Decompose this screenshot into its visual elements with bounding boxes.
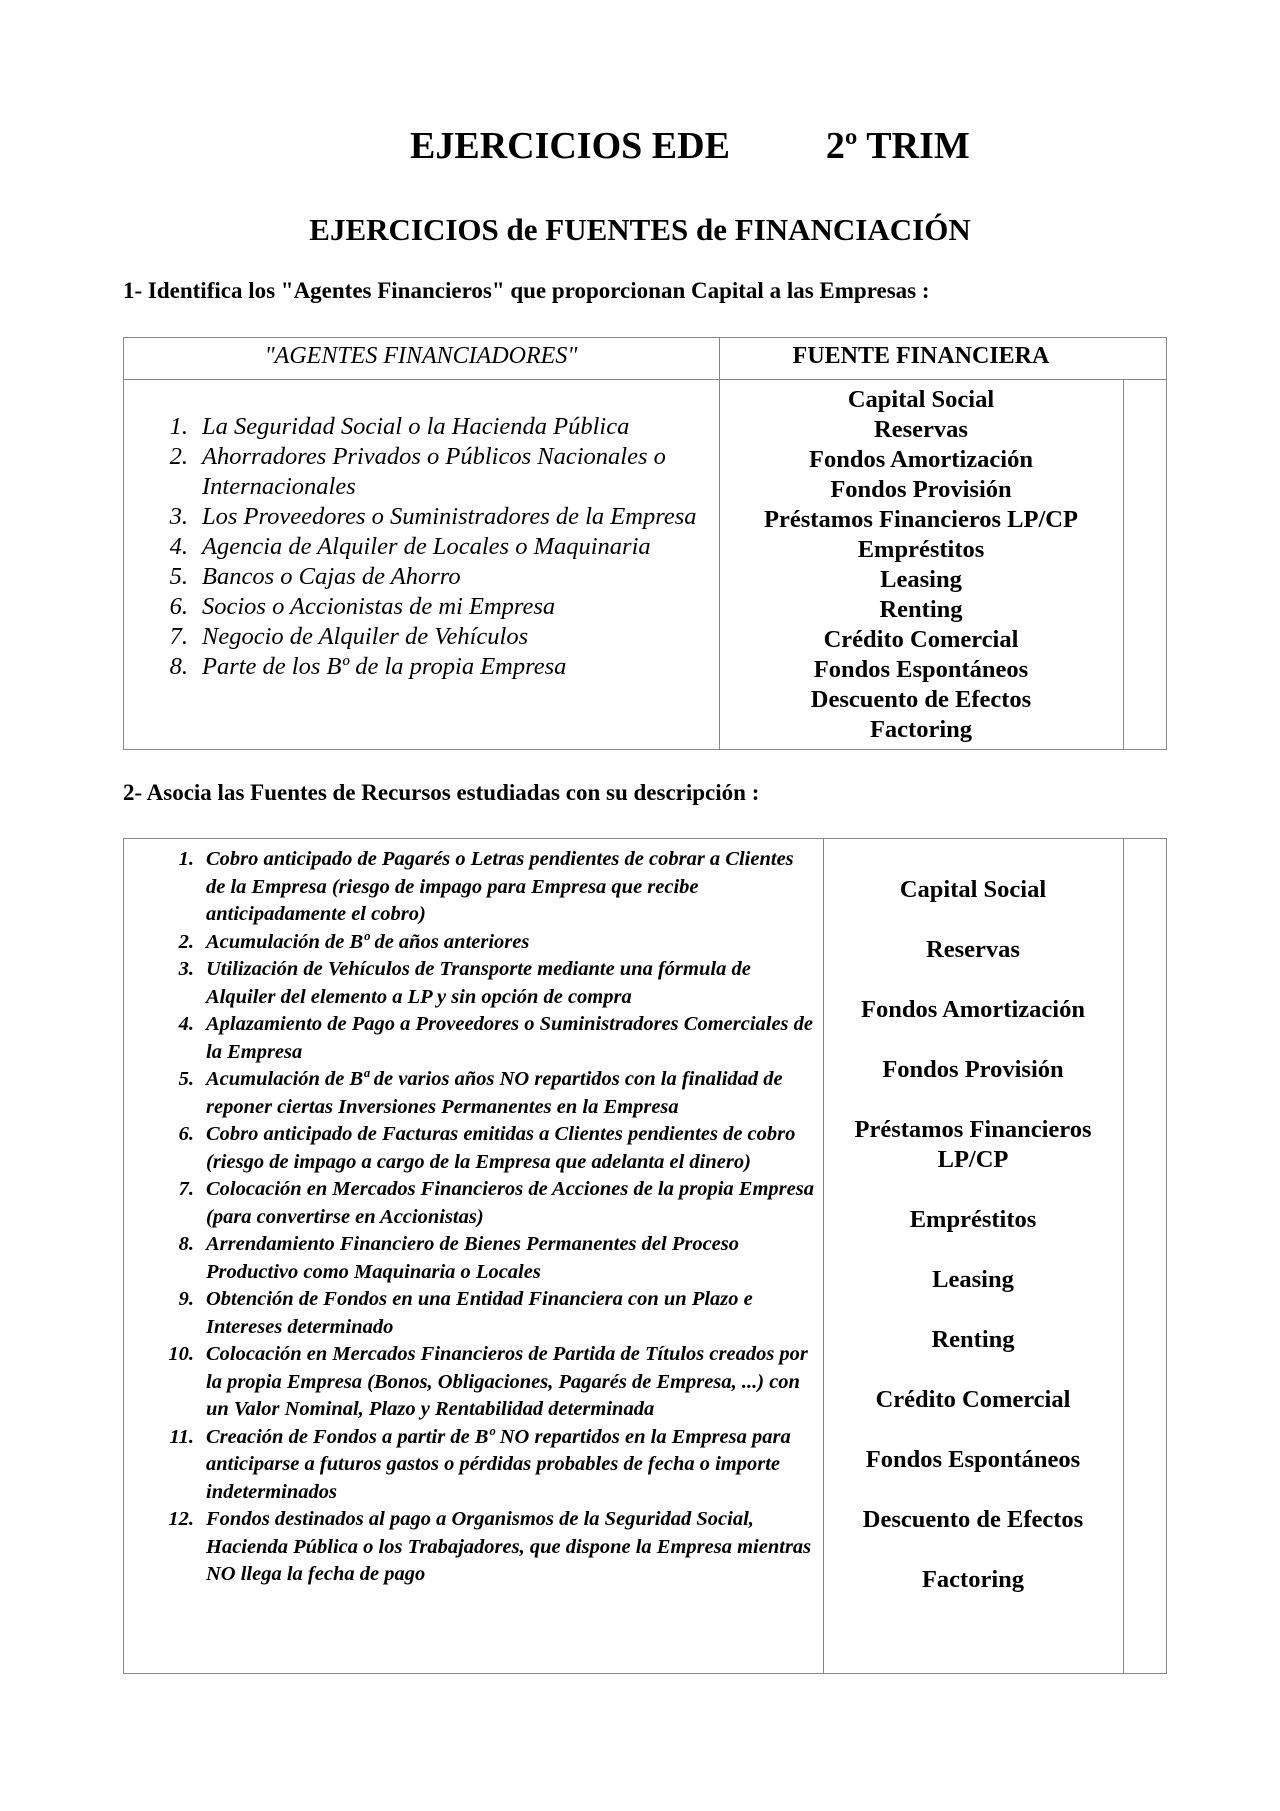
- title-text: EJERCICIOS EDE: [410, 125, 730, 167]
- agent-item-text: Los Proveedores o Suministradores de la Empresa: [202, 503, 697, 530]
- agent-item: [160, 412, 715, 442]
- agent-item-number: 4.: [169, 533, 188, 560]
- description-item: [156, 929, 816, 957]
- description-item: [156, 1011, 816, 1066]
- source-item: Préstamos Financieros LP/CP: [764, 506, 1078, 533]
- description-item-number: 3.: [178, 958, 194, 980]
- agent-item-text: Parte de los Bº de la propia Empresa: [202, 653, 567, 680]
- description-item-number: 7.: [178, 1178, 194, 1200]
- agent-item-number: 5.: [169, 563, 188, 590]
- description-item-text: Acumulación de Bº de años anteriores: [206, 930, 530, 953]
- source-item: Crédito Comercial: [875, 1386, 1071, 1413]
- description-item-text: Cobro anticipado de Pagarés o Letras pendientes de cobrar a Clientes de la Empresa (riesgo de impago para Empresa que recibe anticipadamente el cobro): [206, 848, 794, 925]
- source-column-header: FUENTE FINANCIERA: [792, 343, 1050, 369]
- source-item: Crédito Comercial: [823, 626, 1019, 653]
- agent-item: [160, 442, 715, 502]
- description-item-text: Acumulación de Bª de varios años NO repartidos con la finalidad de reponer ciertas Inversiones Permanentes en la Empresa: [206, 1068, 783, 1118]
- agent-item-number: 8.: [169, 653, 188, 680]
- agent-item-number: 1.: [169, 413, 188, 440]
- agent-item: [160, 652, 715, 682]
- description-item: [156, 1341, 816, 1424]
- description-item-text: Colocación en Mercados Financieros de Partida de Títulos creados por la propia Empresa (Bonos, Obligaciones, Pagarés de Empresa, ...) con un Valor Nominal, Plazo y Rentabilidad determinada: [206, 1343, 808, 1420]
- description-item-text: Obtención de Fondos en una Entidad Financiera con un Plazo e Intereses determinado: [206, 1288, 753, 1338]
- agent-item-text: Bancos o Cajas de Ahorro: [202, 563, 461, 590]
- description-item: [156, 1424, 816, 1507]
- agent-item-number: 6.: [169, 593, 188, 620]
- description-item-text: Utilización de Vehículos de Transporte mediante una fórmula de Alquiler del elemento a LP y sin opción de compra: [206, 958, 751, 1008]
- agent-item: [160, 562, 715, 592]
- exercise-1-question: 1- Identifica los "Agentes Financieros" que proporcionan Capital a las Empresas :: [123, 278, 930, 303]
- description-item-number: 6.: [178, 1123, 194, 1145]
- agents-table-header-divider: [123, 379, 1167, 380]
- agent-item: [160, 622, 715, 652]
- description-item-text: Creación de Fondos a partir de Bº NO repartidos en la Empresa para anticiparse a futuros gastos o pérdidas probables de fecha o importe indeterminados: [206, 1425, 791, 1503]
- description-item-text: Cobro anticipado de Facturas emitidas a Clientes pendientes de cobro (riesgo de impago a cargo de la Empresa que adelanta el dinero): [206, 1123, 796, 1173]
- description-item-number: 12.: [168, 1508, 194, 1530]
- description-item: [156, 1066, 816, 1121]
- agents-list: [160, 412, 715, 682]
- source-item: Renting: [931, 1326, 1015, 1353]
- description-item: [156, 1176, 816, 1231]
- source-item: Capital Social: [899, 876, 1047, 903]
- source-item: Fondos Amortización: [809, 446, 1033, 473]
- description-item-number: 5.: [178, 1068, 194, 1090]
- description-item-number: 1.: [178, 848, 194, 870]
- source-item: Empréstitos: [909, 1206, 1037, 1233]
- source-item: Renting: [879, 596, 963, 623]
- source-item: Leasing: [880, 566, 962, 593]
- description-item: [156, 1506, 816, 1589]
- source-item: Préstamos Financieros LP/CP: [854, 1116, 1092, 1173]
- source-item: Descuento de Efectos: [862, 1506, 1084, 1533]
- descriptions-list: [156, 846, 816, 1589]
- description-item-number: 9.: [178, 1288, 194, 1310]
- source-item: Leasing: [932, 1266, 1014, 1293]
- description-item-number: 2.: [178, 930, 194, 953]
- agent-item-text: Socios o Accionistas de mi Empresa: [202, 593, 556, 620]
- source-item: Fondos Amortización: [861, 996, 1085, 1023]
- description-item: [156, 1231, 816, 1286]
- agent-item-text: Agencia de Alquiler de Locales o Maquinaria: [202, 533, 651, 560]
- trimester-label: 2º TRIM: [825, 125, 970, 167]
- resource-sources-list: [823, 875, 1123, 1625]
- agent-item-number: 7.: [169, 623, 188, 650]
- description-item-number: 11.: [169, 1425, 194, 1448]
- description-item-text: Aplazamiento de Pago a Proveedores o Suministradores Comerciales de la Empresa: [206, 1013, 814, 1063]
- description-item-number: 4.: [178, 1013, 194, 1035]
- description-item-text: Arrendamiento Financiero de Bienes Permanentes del Proceso Productivo como Maquinaria o Locales: [206, 1233, 739, 1283]
- source-item: Reservas: [926, 936, 1020, 963]
- description-item-text: Colocación en Mercados Financieros de Acciones de la propia Empresa (para convertirse en Accionistas): [206, 1178, 814, 1228]
- agent-item-text: Negocio de Alquiler de Vehículos: [202, 623, 529, 650]
- source-item: Fondos Espontáneos: [865, 1446, 1081, 1473]
- source-item: Factoring: [869, 716, 973, 743]
- description-item: [156, 956, 816, 1011]
- description-item-number: 10.: [168, 1343, 194, 1365]
- description-item: [156, 1121, 816, 1176]
- description-item-text: Fondos destinados al pago a Organismos de la Seguridad Social, Hacienda Pública o los Trabajadores, que dispone la Empresa mientras NO llega la fecha de pago: [206, 1508, 812, 1585]
- source-item: Fondos Espontáneos: [813, 656, 1029, 683]
- source-item: Fondos Provisión: [882, 1056, 1064, 1083]
- agent-item: [160, 532, 715, 562]
- page-title: [410, 124, 970, 168]
- agent-item: [160, 592, 715, 622]
- exercise-2-question: 2- Asocia las Fuentes de Recursos estudiadas con su descripción :: [123, 780, 760, 805]
- source-item: Empréstitos: [857, 536, 985, 563]
- source-item: Fondos Provisión: [830, 476, 1012, 503]
- agent-item-text: La Seguridad Social o la Hacienda Pública: [202, 413, 630, 440]
- agent-item: [160, 502, 715, 532]
- agents-column-header: "AGENTES FINANCIADORES": [264, 343, 578, 369]
- source-item: Reservas: [874, 416, 968, 443]
- source-item: Factoring: [921, 1566, 1025, 1593]
- agents-table-answer-divider: [1123, 379, 1124, 750]
- description-item: [156, 1286, 816, 1341]
- agent-item-text: Ahorradores Privados o Públicos Nacionales o Internacionales: [202, 443, 666, 500]
- agent-item-number: 2.: [169, 443, 188, 470]
- source-item: Descuento de Efectos: [810, 686, 1032, 713]
- source-item: Capital Social: [847, 386, 995, 413]
- agent-item-number: 3.: [169, 503, 188, 530]
- description-item: [156, 846, 816, 929]
- financing-sources-list: [719, 385, 1123, 745]
- description-item-number: 8.: [178, 1233, 194, 1255]
- page-subtitle: EJERCICIOS de FUENTES de FINANCIACIÓN: [309, 212, 971, 247]
- descriptions-table-answer-divider: [1123, 838, 1124, 1674]
